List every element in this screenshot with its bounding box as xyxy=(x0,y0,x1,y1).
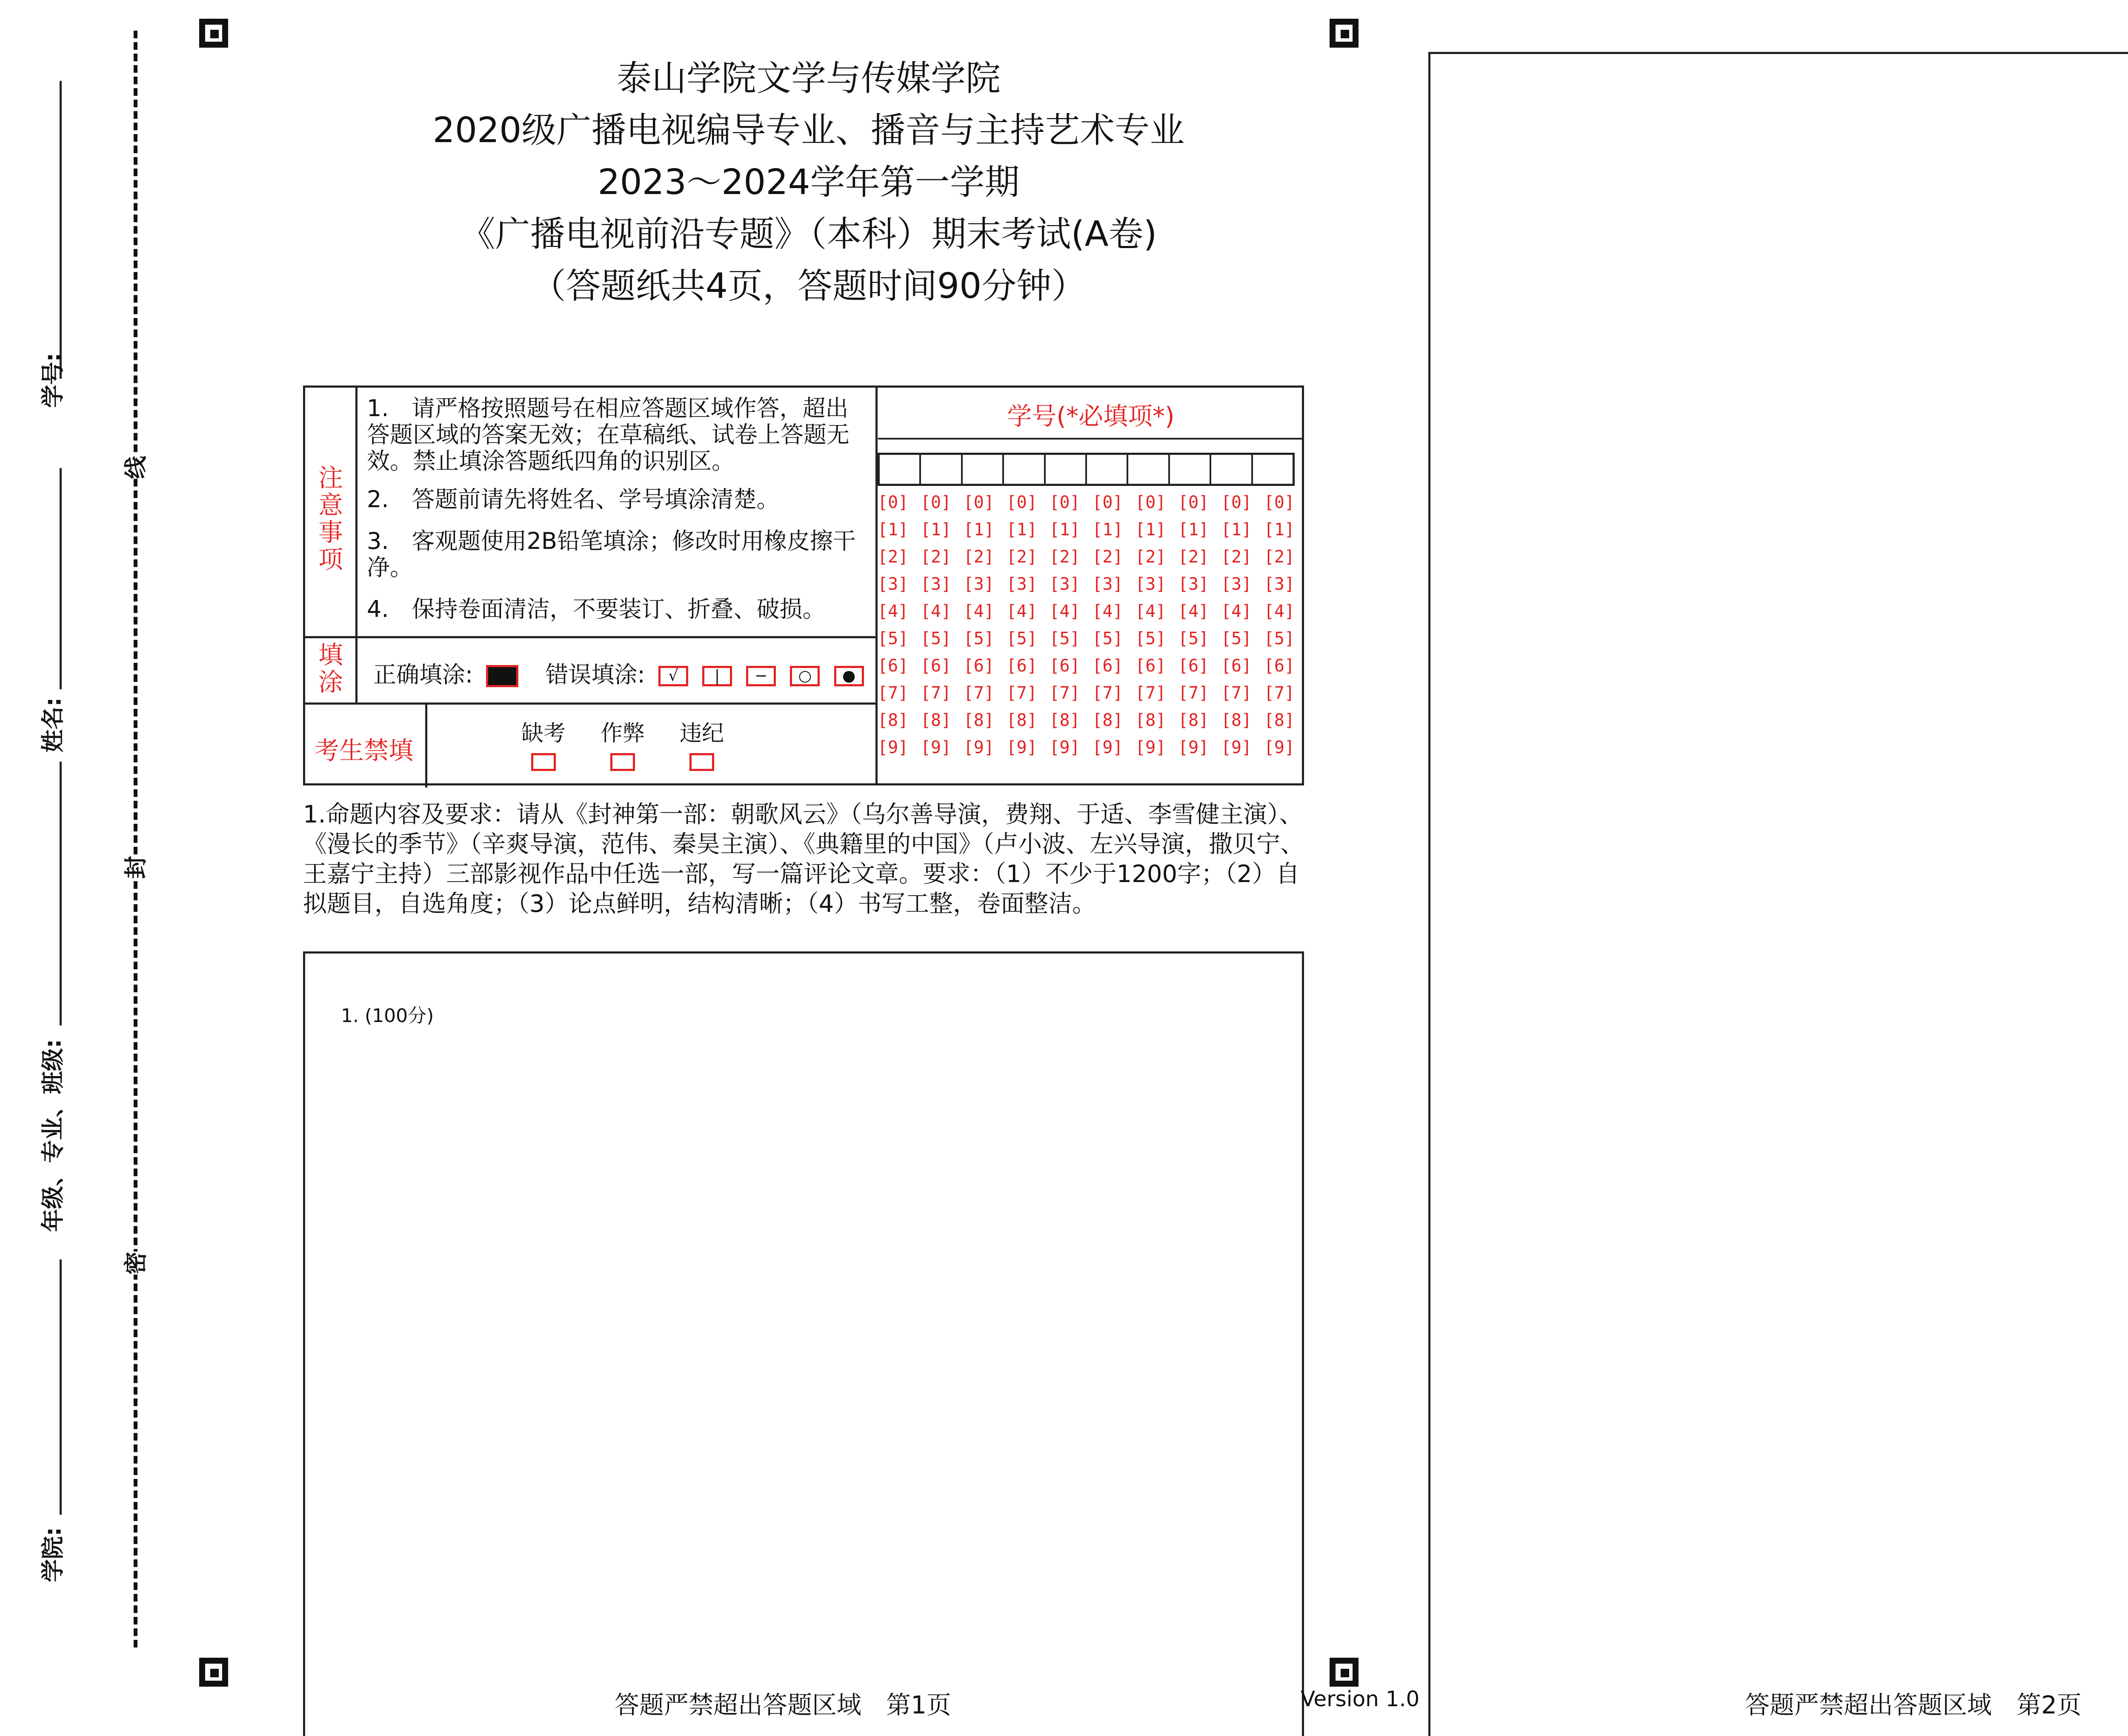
digit-row xyxy=(878,493,1295,520)
digit-bubble[interactable]: [5] xyxy=(1264,629,1295,648)
digit-bubble[interactable]: [3] xyxy=(1178,574,1209,594)
digit-bubble[interactable]: [8] xyxy=(1006,711,1037,730)
digit-bubble[interactable]: [3] xyxy=(1006,574,1037,594)
wrong-mark-dash-icon: − xyxy=(746,666,776,686)
field-label-college: 学院: xyxy=(39,1527,66,1582)
forbidden-option-violation-label: 违纪 xyxy=(679,721,724,746)
digit-bubble[interactable]: [6] xyxy=(963,656,994,676)
digit-bubble[interactable]: [2] xyxy=(1049,547,1080,567)
wrong-mark-circle-icon: ○ xyxy=(790,666,820,686)
digit-bubble[interactable]: [9] xyxy=(878,738,909,757)
digit-bubble[interactable]: [5] xyxy=(1092,629,1123,648)
digit-bubble[interactable]: [9] xyxy=(1221,738,1252,757)
fill-title: 填涂 xyxy=(318,640,343,697)
digit-bubble[interactable]: [3] xyxy=(963,574,994,594)
alignment-marker-bottom-left xyxy=(199,1658,228,1687)
divider-id-title xyxy=(878,438,1304,440)
id-cell[interactable] xyxy=(880,455,921,484)
digit-bubble[interactable]: [0] xyxy=(1221,493,1252,512)
digit-bubble[interactable]: [4] xyxy=(1178,602,1209,621)
digit-bubble[interactable]: [6] xyxy=(1178,656,1209,676)
digit-bubble[interactable]: [7] xyxy=(1221,683,1252,703)
digit-bubble[interactable]: [6] xyxy=(1264,656,1295,676)
exam-header-line-1: 泰山学院文学与传媒学院 xyxy=(616,58,1001,99)
digit-bubble[interactable]: [0] xyxy=(963,493,994,512)
digit-bubble[interactable]: [1] xyxy=(963,520,994,540)
digit-bubble[interactable]: [3] xyxy=(1049,574,1080,594)
forbidden-option-violation-box[interactable] xyxy=(689,753,714,771)
digit-bubble[interactable]: [4] xyxy=(1221,602,1252,621)
digit-bubble[interactable]: [3] xyxy=(920,574,952,594)
wrong-mark-check-icon: √ xyxy=(658,666,688,686)
digit-bubble[interactable]: [5] xyxy=(1135,629,1166,648)
digit-bubble[interactable]: [7] xyxy=(920,683,952,703)
digit-bubble[interactable]: [2] xyxy=(878,547,909,567)
digit-bubble[interactable]: [5] xyxy=(1221,629,1252,648)
forbidden-option-absent-box[interactable] xyxy=(531,753,556,771)
id-cell[interactable] xyxy=(1170,455,1211,484)
digit-bubble[interactable]: [2] xyxy=(1221,547,1252,567)
digit-bubble[interactable]: [6] xyxy=(1006,656,1037,676)
digit-bubble[interactable]: [2] xyxy=(1092,547,1123,567)
exam-header-line-4: 《广播电视前沿专题》（本科）期末考试(A卷) xyxy=(460,214,1157,254)
field-label-student-id: 学号: xyxy=(39,352,66,408)
id-cell[interactable] xyxy=(1046,455,1087,484)
exam-header-line-3: 2023～2024学年第一学期 xyxy=(598,162,1020,203)
digit-bubble[interactable]: [2] xyxy=(920,547,952,567)
answer-area-page-2[interactable] xyxy=(1428,52,2128,1736)
digit-bubble[interactable]: [3] xyxy=(878,574,909,594)
digit-bubble[interactable]: [1] xyxy=(878,520,909,540)
divider-forbidden-title xyxy=(425,702,427,788)
digit-bubble[interactable]: [4] xyxy=(1092,602,1123,621)
digit-bubble[interactable]: [6] xyxy=(1049,656,1080,676)
digit-bubble[interactable]: [4] xyxy=(878,602,909,621)
forbidden-option-absent-label: 缺考 xyxy=(521,721,566,746)
field-label-name: 姓名: xyxy=(39,697,66,753)
digit-bubble[interactable]: [2] xyxy=(1178,547,1209,567)
digit-bubble[interactable]: [8] xyxy=(963,711,994,730)
field-label-class: 年级、专业、班级: xyxy=(39,1039,66,1232)
digit-bubble[interactable]: [8] xyxy=(1049,711,1080,730)
footer-version: Version 1.0 xyxy=(1301,1687,1420,1711)
digit-bubble[interactable]: [8] xyxy=(1221,711,1252,730)
digit-bubble[interactable]: [5] xyxy=(1178,629,1209,648)
digit-row xyxy=(878,629,1295,656)
field-line-name xyxy=(60,468,62,689)
forbidden-option-cheating-box[interactable] xyxy=(610,753,635,771)
digit-bubble[interactable]: [7] xyxy=(1006,683,1037,703)
id-cell[interactable] xyxy=(963,455,1004,484)
digit-bubble[interactable]: [9] xyxy=(1135,738,1166,757)
digit-bubble[interactable]: [4] xyxy=(920,602,952,621)
forbidden-option-cheating[interactable] xyxy=(597,715,648,771)
digit-bubble[interactable]: [8] xyxy=(878,711,909,730)
digit-bubble[interactable]: [0] xyxy=(1135,493,1166,512)
forbidden-title: 考生禁填 xyxy=(315,736,414,765)
digit-row xyxy=(878,547,1295,574)
digit-bubble[interactable]: [8] xyxy=(1178,711,1209,730)
digit-bubble[interactable]: [0] xyxy=(1264,493,1295,512)
digit-bubble[interactable]: [5] xyxy=(878,629,909,648)
field-line-student-id xyxy=(60,81,62,379)
digit-bubble[interactable]: [3] xyxy=(1221,574,1252,594)
digit-bubble[interactable]: [3] xyxy=(1092,574,1123,594)
digit-bubble[interactable]: [6] xyxy=(1135,656,1166,676)
digit-bubble[interactable]: [0] xyxy=(1049,493,1080,512)
digit-bubble[interactable]: [7] xyxy=(1264,683,1295,703)
digit-bubble[interactable]: [9] xyxy=(1178,738,1209,757)
id-cell[interactable] xyxy=(1211,455,1253,484)
digit-row xyxy=(878,738,1295,765)
exam-header-line-5: （答题纸共4页，答题时间90分钟） xyxy=(531,266,1087,306)
digit-bubble[interactable]: [4] xyxy=(1135,602,1166,621)
digit-bubble[interactable]: [0] xyxy=(920,493,952,512)
exam-header-line-2: 2020级广播电视编导专业、播音与主持艺术专业 xyxy=(432,110,1185,151)
forbidden-option-cheating-label: 作弊 xyxy=(600,721,645,746)
forbidden-option-absent[interactable] xyxy=(518,715,569,771)
digit-bubble[interactable]: [0] xyxy=(878,493,909,512)
id-cell[interactable] xyxy=(921,455,962,484)
digit-bubble[interactable]: [8] xyxy=(920,711,952,730)
digit-bubble[interactable]: [4] xyxy=(1264,602,1295,621)
digit-bubble[interactable]: [0] xyxy=(1178,493,1209,512)
divider-notice-title xyxy=(355,388,358,702)
digit-bubble[interactable]: [0] xyxy=(1092,493,1123,512)
divider-notice-fill xyxy=(305,636,875,638)
notice-item-4: 4. 保持卷面清洁，不要装订、折叠、破损。 xyxy=(367,596,826,622)
digit-bubble[interactable]: [4] xyxy=(1049,602,1080,621)
digit-bubble[interactable]: [9] xyxy=(1049,738,1080,757)
digit-bubble[interactable]: [9] xyxy=(1092,738,1123,757)
digit-bubble[interactable]: [5] xyxy=(1049,629,1080,648)
digit-bubble[interactable]: [4] xyxy=(963,602,994,621)
digit-bubble[interactable]: [9] xyxy=(1264,738,1295,757)
digit-bubble[interactable]: [5] xyxy=(920,629,952,648)
digit-bubble[interactable]: [2] xyxy=(963,547,994,567)
digit-bubble[interactable]: [1] xyxy=(1221,520,1252,540)
digit-bubble[interactable]: [7] xyxy=(1135,683,1166,703)
student-id-write-cells[interactable] xyxy=(878,453,1295,486)
digit-bubble[interactable]: [1] xyxy=(1264,520,1295,540)
digit-row xyxy=(878,574,1295,602)
footer-page-1: 答题严禁超出答题区域 第1页 xyxy=(615,1690,951,1719)
id-cell[interactable] xyxy=(1128,455,1170,484)
seal-word-seal: 封 xyxy=(114,856,155,879)
notice-item-2: 2. 答题前请先将姓名、学号填涂清楚。 xyxy=(367,486,780,513)
digit-bubble[interactable]: [3] xyxy=(1264,574,1295,594)
digit-bubble[interactable]: [6] xyxy=(1092,656,1123,676)
notice-title: 注意事项 xyxy=(318,463,343,574)
digit-row xyxy=(878,602,1295,629)
digit-bubble[interactable]: [3] xyxy=(1135,574,1166,594)
id-cell[interactable] xyxy=(1087,455,1128,484)
digit-bubble[interactable]: [1] xyxy=(1135,520,1166,540)
alignment-marker-top-left xyxy=(199,19,228,48)
id-cell[interactable] xyxy=(1253,455,1293,484)
wrong-fill-label: 错误填涂: xyxy=(545,661,645,688)
student-id-title: 学号(*必填项*) xyxy=(1007,402,1175,431)
seal-word-line: 线 xyxy=(114,456,155,479)
digit-bubble[interactable]: [6] xyxy=(1221,656,1252,676)
forbidden-option-violation[interactable] xyxy=(676,715,727,771)
digit-bubble[interactable]: [5] xyxy=(1006,629,1037,648)
digit-row xyxy=(878,683,1295,711)
digit-row xyxy=(878,711,1295,738)
digit-bubble[interactable]: [7] xyxy=(1092,683,1123,703)
digit-bubble[interactable]: [1] xyxy=(1006,520,1037,540)
question-prompt: 1.命题内容及要求：请从《封神第一部：朝歌风云》（乌尔善导演，费翔、于适、李雪健主演）、《漫长的季节》（辛爽导演，范伟、秦昊主演）、《典籍里的中国》（卢小波、左兴导演，撒贝宁、王嘉宁主持）三部影视作品中任选一部，写一篇评论文章。要求：（1）不少于1200字；（2）自拟题目，自选角度；（3）论点鲜明，结构清晰；（4）书写工整，卷面整洁。 xyxy=(303,801,1304,918)
divider-fill-forbidden xyxy=(305,702,875,705)
digit-bubble[interactable]: [4] xyxy=(1006,602,1037,621)
digit-bubble[interactable]: [9] xyxy=(963,738,994,757)
digit-bubble[interactable]: [6] xyxy=(920,656,952,676)
digit-bubble[interactable]: [5] xyxy=(963,629,994,648)
notice-item-1: 1. 请严格按照题号在相应答题区域作答，超出答题区域的答案无效；在草稿纸、试卷上答题无效。禁止填涂答题纸四角的识别区。 xyxy=(367,395,849,474)
wrong-mark-dot-icon: ● xyxy=(834,666,864,686)
digit-bubble[interactable]: [9] xyxy=(920,738,952,757)
digit-bubble[interactable]: [8] xyxy=(1264,711,1295,730)
digit-bubble[interactable]: [2] xyxy=(1135,547,1166,567)
digit-bubble[interactable]: [2] xyxy=(1264,547,1295,567)
fill-example-row xyxy=(373,657,871,689)
wrong-mark-bar-icon: | xyxy=(702,666,732,686)
answer-area-page-1[interactable] xyxy=(303,951,1304,1736)
digit-bubble[interactable]: [7] xyxy=(1049,683,1080,703)
digit-bubble[interactable]: [0] xyxy=(1006,493,1037,512)
notice-item-3: 3. 客观题使用2B铅笔填涂；修改时用橡皮擦干净。 xyxy=(367,528,856,581)
digit-bubble[interactable]: [2] xyxy=(1006,547,1037,567)
correct-fill-label: 正确填涂: xyxy=(373,661,473,688)
digit-bubble[interactable]: [9] xyxy=(1006,738,1037,757)
student-id-bubble-grid[interactable] xyxy=(878,493,1295,765)
seal-word-secret: 密 xyxy=(114,1252,155,1275)
digit-bubble[interactable]: [1] xyxy=(1092,520,1123,540)
digit-bubble[interactable]: [1] xyxy=(1049,520,1080,540)
footer-page-2: 答题严禁超出答题区域 第2页 xyxy=(1745,1690,2082,1719)
field-line-class xyxy=(60,762,62,1025)
digit-bubble[interactable]: [7] xyxy=(878,683,909,703)
correct-fill-sample xyxy=(486,665,518,687)
id-cell[interactable] xyxy=(1004,455,1045,484)
digit-bubble[interactable]: [1] xyxy=(920,520,952,540)
digit-bubble[interactable]: [1] xyxy=(1178,520,1209,540)
field-line-college xyxy=(60,1259,62,1515)
digit-bubble[interactable]: [7] xyxy=(963,683,994,703)
alignment-marker-top-center xyxy=(1330,19,1359,48)
answer-score-label: 1. (100分) xyxy=(341,1005,434,1027)
digit-row xyxy=(878,656,1295,683)
seal-dashed-line xyxy=(134,31,137,1647)
digit-bubble[interactable]: [6] xyxy=(878,656,909,676)
digit-bubble[interactable]: [8] xyxy=(1135,711,1166,730)
digit-bubble[interactable]: [7] xyxy=(1178,683,1209,703)
alignment-marker-bottom-center xyxy=(1330,1658,1359,1687)
digit-bubble[interactable]: [8] xyxy=(1092,711,1123,730)
digit-row xyxy=(878,520,1295,547)
